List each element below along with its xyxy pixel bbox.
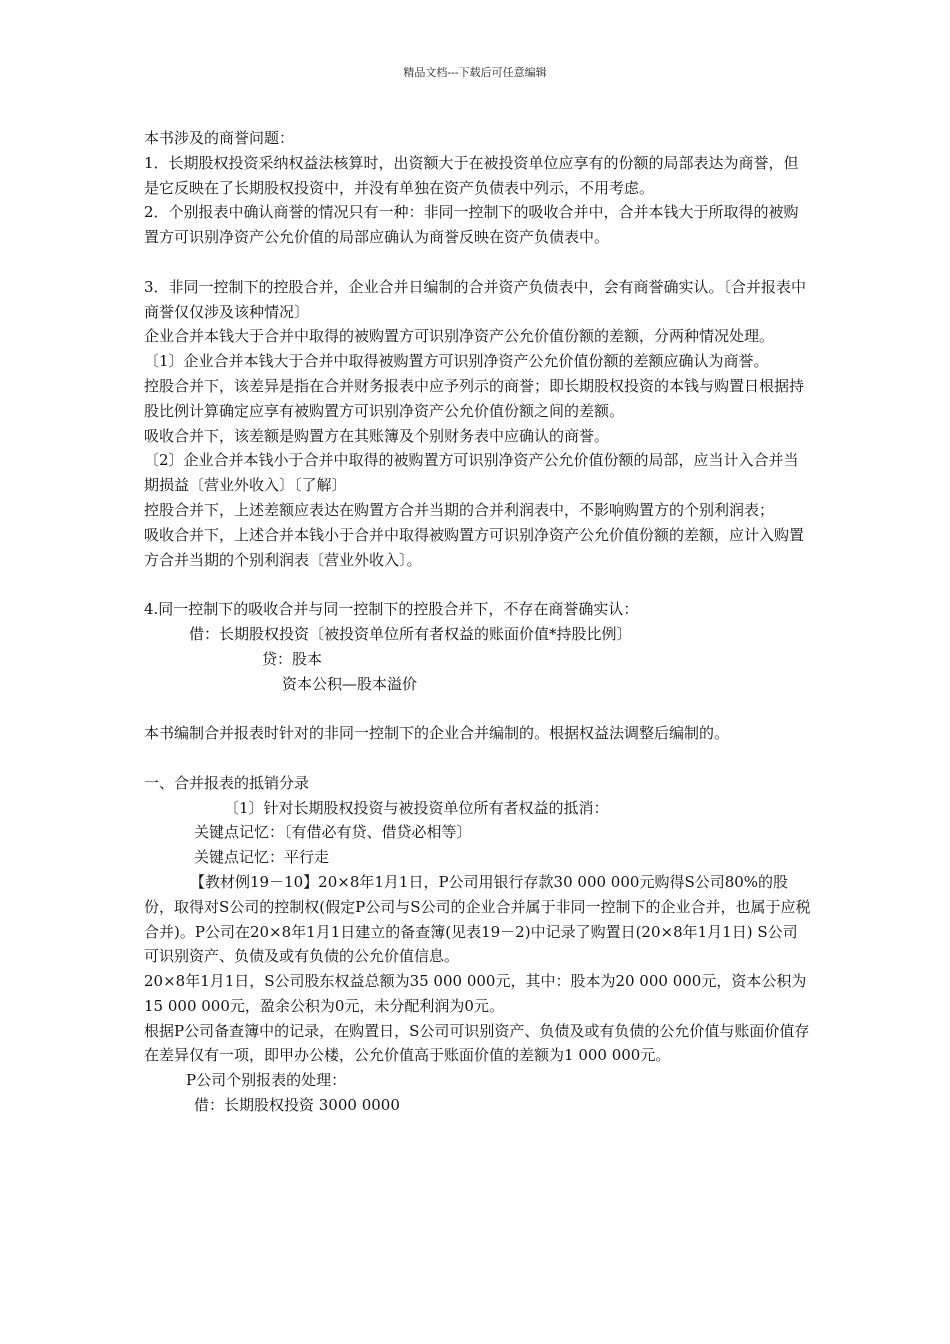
paragraph: 20×8年1月1日，S公司股东权益总额为35 000 000元，其中：股本为20 000 000元，资本公积为15 000 000元，盈余公积为0元，未分配利润为0元。 [144,972,807,1015]
paragraph: 【教材例19－10】20×8年1月1日，P公司用银行存款30 000 000元购得S公司80%的股份，取得对S公司的控制权(假定P公司与S公司的企业合并属于非同一控制下的企业合并，也属于应税合并)。P公司在20×8年1月1日建立的备查簿(见表19－2)中记录了购置日(20×8年1月1日) S公司可识别资产、负债及或有负债的公允价值信息。 [144,872,811,966]
paragraph: 贷：股本 [262,649,323,668]
paragraph: 企业合并本钱大于合并中取得的被购置方可识别净资产公允价值份额的差额，分两种情况处理。 [144,327,775,346]
paragraph: 2．个别报表中确认商誉的情况只有一种：非同一控制下的吸收合并中，合并本钱大于所取得的被购置方可识别净资产公允价值的局部应确认为商誉反映在资产负债表中。 [144,203,799,247]
paragraph: 借：长期股权投资〔被投资单位所有者权益的账面价值*持股比例〕 [189,624,632,643]
paragraph: 关键点记忆：〔有借必有贷、借贷必相等〕 [194,823,472,842]
paragraph: 资本公积—股本溢价 [282,674,418,693]
blank-line [144,572,812,597]
paragraph: 吸收合并下，该差额是购置方在其账簿及个别财务表中应确认的商誉。 [144,426,610,445]
blank-line [144,250,812,275]
paragraph: 一、合并报表的抵销分录 [144,773,310,792]
paragraph: P公司个别报表的处理： [186,1071,347,1090]
paragraph: 本书涉及的商誉问题： [144,129,295,147]
page-header: 精品文档---下载后可任意编辑 [403,66,547,79]
paragraph: 根据P公司备查簿中的记录，在购置日，S公司可识别资产、负债及或有负债的公允价值与账面价值存在差异仅有一项，即甲办公楼，公允价值高于账面价值的差额为1 000 000元。 [144,1021,810,1065]
paragraph: 控股合并下，上述差额应表达在购置方合并当期的合并利润表中，不影响购置方的个别利润表； [144,500,775,519]
paragraph: 吸收合并下，上述合并本钱小于合并中取得被购置方可识别净资产公允价值份额的差额，应计入购置方合并当期的个别利润表〔营业外收入〕。 [144,525,805,569]
paragraph: 〔1〕针对长期股权投资与被投资单位所有者权益的抵消： [224,798,609,817]
blank-line [144,746,812,771]
paragraph: 1．长期股权投资采纳权益法核算时，出资额大于在被投资单位应享有的份额的局部表达为商誉，但是它反映在了长期股权投资中，并没有单独在资产负债表中列示，不用考虑。 [144,153,799,197]
document-body [144,126,812,1118]
paragraph: 〔1〕企业合并本钱大于合并中取得被购置方可识别净资产公允价值份额的差额应确认为商誉。 [144,352,769,371]
blank-line [144,696,812,721]
paragraph: 4.同一控制下的吸收合并与同一控制下的控股合并下，不存在商誉确实认： [144,600,639,619]
paragraph: 控股合并下，该差异是指在合并财务报表中应予列示的商誉；即长期股权投资的本钱与购置日根据持股比例计算确定应享有被购置方可识别净资产公允价值份额之间的差额。 [144,376,805,420]
paragraph: 3．非同一控制下的控股合并，企业合并日编制的合并资产负债表中，会有商誉确实认。〔合并报表中商誉仅仅涉及该种情况〕 [144,277,807,321]
paragraph: 本书编制合并报表时针对的非同一控制下的企业合并编制的。根据权益法调整后编制的。 [144,724,730,743]
paragraph: 借：长期股权投资 3000 0000 [194,1096,400,1115]
paragraph: 〔2〕企业合并本钱小于合并中取得的被购置方可识别净资产公允价值份额的局部，应当计入合并当期损益〔营业外收入〕〔了解〕 [144,451,799,495]
paragraph: 关键点记忆：平行走 [194,848,330,867]
